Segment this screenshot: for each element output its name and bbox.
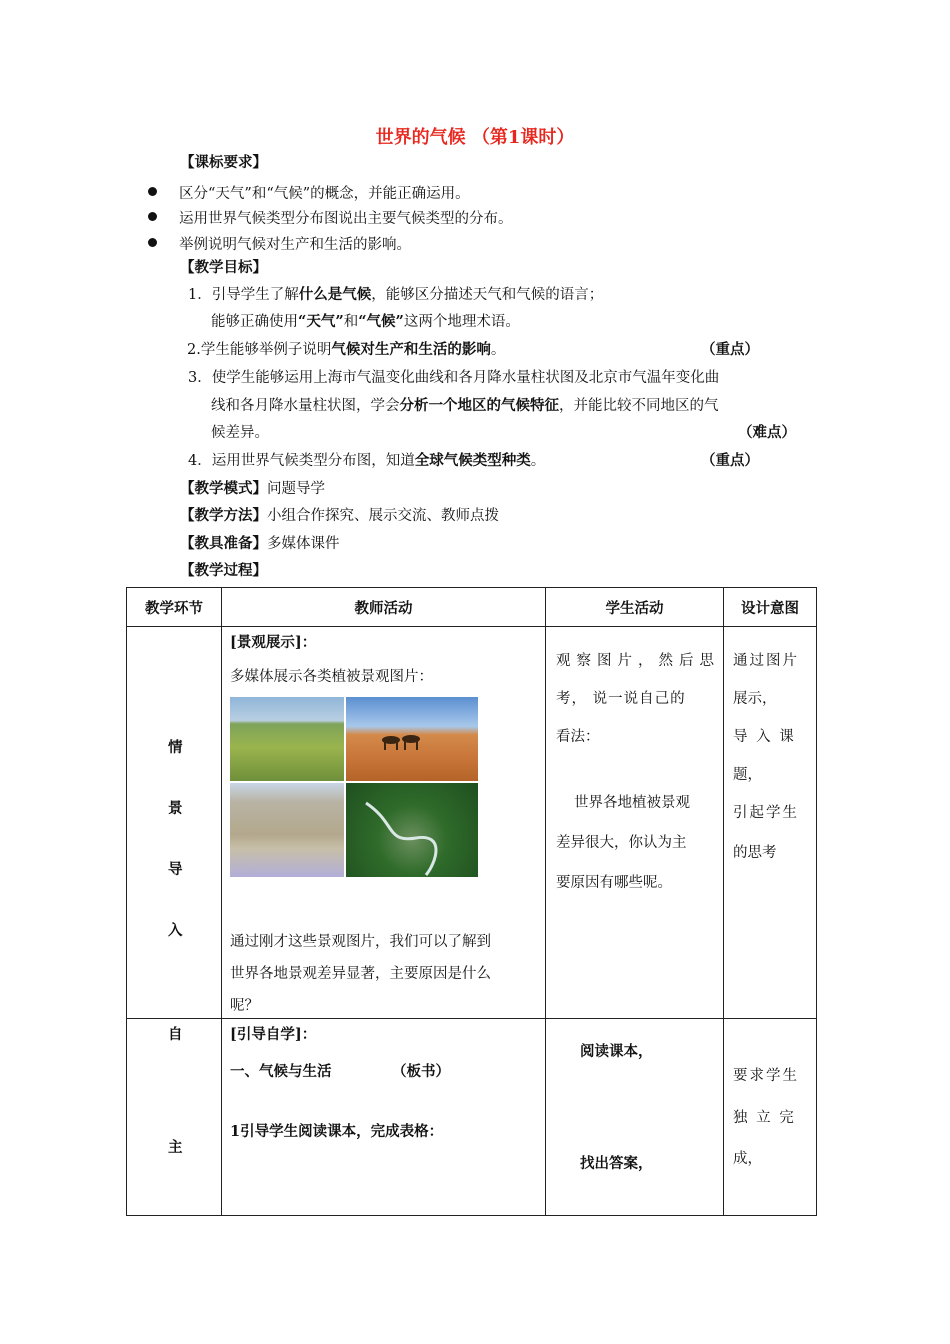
intent-text: 展示， (733, 691, 777, 707)
stage-char: 入 (168, 922, 183, 939)
intent-text: 通过图片 (733, 653, 799, 669)
teacher-text: 通过刚才这些景观图片，我们可以了解到 (230, 934, 491, 950)
table-row (127, 1019, 817, 1216)
student-text: 观察图片，然后思 (556, 653, 720, 669)
key-point-tag: （重点） (701, 341, 759, 358)
teaching-method (180, 504, 499, 525)
stage-char: 景 (168, 800, 183, 817)
stage-char: 情 (168, 739, 183, 756)
goal-text: 2.学生能够举例子说明 (187, 342, 332, 358)
goal-2 (187, 338, 505, 359)
process-heading: 【教学过程】 (180, 562, 267, 579)
bullet-icon (148, 187, 157, 196)
header-intent: 设计意图 (724, 588, 817, 627)
intent-text: 要求学生 (733, 1068, 799, 1084)
header-teacher: 教师活动 (222, 588, 546, 627)
desert-image (346, 697, 478, 781)
student-text: 阅读课本， (580, 1043, 653, 1060)
table-header-row (127, 588, 817, 627)
goal-text: ，能够区分描述天气和气候的语言； (371, 287, 604, 303)
board-tag: （板书） (392, 1063, 450, 1080)
meta-label: 【教学方法】 (180, 507, 267, 524)
teacher-text: 世界各地景观差异显著，主要原因是什么 (230, 966, 491, 982)
landscape-image-collage (230, 697, 482, 877)
grassland-image (230, 697, 344, 781)
intent-cell (724, 1019, 817, 1216)
curriculum-item: 区分“天气”和“气候”的概念，并能正确运用。 (179, 186, 470, 202)
goal-3-line3: 候差异。 (211, 425, 269, 441)
arid-plain-image (230, 783, 344, 877)
stage-cell (127, 627, 222, 1019)
difficulty-tag: （难点） (738, 424, 796, 441)
bullet-icon (148, 238, 157, 247)
teacher-cell (222, 1019, 546, 1216)
goal-1-cont (211, 310, 520, 331)
goal-emphasis: “天气” (298, 313, 344, 330)
goal-4 (188, 449, 545, 470)
goal-text: ，并能比较不同地区的气 (559, 398, 719, 414)
header-student: 学生活动 (546, 588, 724, 627)
forest-river-image (346, 783, 478, 877)
meta-label: 【教学模式】 (180, 480, 267, 497)
camel-icon (346, 697, 478, 781)
meta-value: 多媒体课件 (267, 536, 340, 552)
river-icon (346, 783, 478, 877)
meta-label: 【教具准备】 (180, 535, 267, 552)
goal-text: 线和各月降水量柱状图，学会 (211, 398, 400, 414)
stage-cell (127, 1019, 222, 1216)
student-text: 差异很大，你认为主 (556, 835, 687, 851)
curriculum-item: 举例说明气候对生产和生活的影响。 (179, 237, 411, 253)
intent-cell (724, 627, 817, 1019)
stage-char: 导 (168, 861, 183, 878)
student-cell (546, 627, 724, 1019)
curriculum-heading: 【课标要求】 (180, 154, 267, 171)
section-title: 一、气候与生活 (230, 1063, 332, 1080)
student-text: 考， 说一说自己的 (556, 691, 686, 707)
goal-text: 这两个地理术语。 (403, 314, 520, 330)
curriculum-item: 运用世界气候类型分布图说出主要气候类型的分布。 (179, 211, 513, 227)
intent-text: 的思考 (733, 845, 777, 861)
page-title: 世界的气候 （第1课时） (375, 127, 575, 148)
teacher-text: 呢？ (230, 998, 259, 1014)
teacher-text: 多媒体展示各类植被景观图片： (230, 669, 433, 685)
goal-text: 和 (343, 314, 359, 330)
teaching-mode (180, 477, 325, 498)
intent-text: 题， (733, 767, 762, 783)
header-stage: 教学环节 (127, 588, 222, 627)
bullet-icon (148, 212, 157, 221)
student-text: 要原因有哪些呢。 (556, 875, 672, 891)
meta-value: 问题导学 (267, 481, 325, 497)
goal-text: 。 (490, 342, 506, 358)
goal-3-line2 (211, 394, 719, 415)
goal-text: 。 (530, 453, 546, 469)
goal-text: 能够正确使用 (211, 314, 298, 330)
intent-text: 引起学生 (733, 805, 799, 821)
goals-heading: 【教学目标】 (180, 259, 267, 276)
goal-text: 1．引导学生了解 (188, 287, 299, 303)
stage-char: 主 (168, 1139, 183, 1156)
student-text: 世界各地植被景观 (574, 795, 690, 811)
goal-emphasis: “气候” (358, 313, 404, 330)
goal-emphasis: 全球气候类型种类 (414, 452, 531, 469)
key-point-tag: （重点） (701, 452, 759, 469)
goal-emphasis: 分析一个地区的气候特征 (399, 397, 559, 414)
stage-char: 自 (168, 1026, 183, 1043)
meta-value: 小组合作探究、展示交流、教师点拨 (267, 508, 499, 524)
intent-text: 独 立 完 (733, 1110, 796, 1126)
goal-1 (188, 283, 603, 304)
student-text: 看法： (556, 729, 600, 745)
goal-3-line1: 3．使学生能够运用上海市气温变化曲线和各月降水量柱状图及北京市气温年变化曲 (188, 370, 720, 386)
goal-emphasis: 气候对生产和生活的影响 (331, 341, 491, 358)
teaching-process-table (126, 587, 817, 1216)
student-text: 找出答案， (580, 1155, 653, 1172)
teacher-text: 1引导学生阅读课本，完成表格： (230, 1123, 444, 1140)
teacher-cell (222, 627, 546, 1019)
intent-text: 成， (733, 1151, 762, 1167)
intent-text: 导 入 课 (733, 729, 796, 745)
student-cell (546, 1019, 724, 1216)
goal-text: 4．运用世界气候类型分布图，知道 (188, 453, 415, 469)
table-row (127, 627, 817, 1019)
teacher-heading: [景观展示]： (230, 634, 317, 651)
teacher-heading: [引导自学]： (230, 1026, 317, 1043)
teaching-tools (180, 532, 340, 553)
goal-emphasis: 什么是气候 (298, 286, 372, 303)
